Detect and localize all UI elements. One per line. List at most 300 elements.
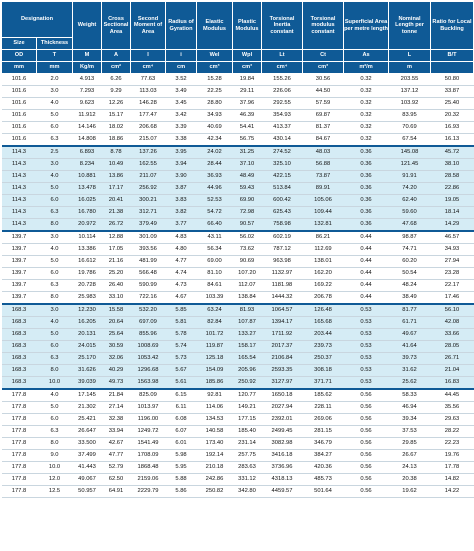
unit-cell: cm⁴: [262, 62, 303, 74]
table-cell: 77.63: [131, 74, 166, 86]
table-cell: 74.20: [389, 183, 431, 195]
table-cell: 139.7: [2, 231, 37, 244]
unit-cell: cm³: [233, 62, 262, 74]
table-cell: 16.83: [431, 377, 474, 390]
table-cell: 422.15: [262, 171, 303, 183]
table-cell: 20.38: [389, 474, 431, 486]
table-cell: 52.53: [197, 195, 233, 207]
symbol-cell: A: [102, 50, 131, 62]
table-cell: 90.57: [233, 219, 262, 232]
table-cell: 3.42: [166, 110, 197, 122]
table-cell: 9.0: [37, 450, 73, 462]
unit-cell: mm: [2, 62, 37, 74]
table-cell: 31.62: [389, 365, 431, 377]
table-cell: 139.7: [2, 244, 37, 256]
table-cell: 168.3: [2, 304, 37, 317]
table-row: [2, 256, 474, 268]
table-cell: 165.68: [303, 317, 344, 329]
table-cell: 56.10: [431, 304, 474, 317]
table-cell: 4.0: [37, 98, 73, 110]
table-cell: 5.0: [37, 402, 73, 414]
table-cell: 300.21: [131, 195, 166, 207]
symbol-cell: As: [344, 50, 389, 62]
symbol-cell: M: [73, 50, 102, 62]
table-cell: 6.3: [37, 353, 73, 365]
table-cell: 34.93: [431, 244, 474, 256]
table-cell: 1064.57: [262, 304, 303, 317]
table-cell: 331.12: [233, 474, 262, 486]
table-cell: 10.114: [73, 231, 102, 244]
table-cell: 168.3: [2, 377, 37, 390]
table-cell: 4.0: [37, 317, 73, 329]
table-cell: 52.79: [102, 462, 131, 474]
table-row: [2, 426, 474, 438]
table-cell: 481.99: [131, 256, 166, 268]
table-cell: 6.3: [37, 207, 73, 219]
table-cell: 103.92: [389, 98, 431, 110]
table-cell: 25.40: [431, 98, 474, 110]
table-cell: 29.11: [233, 86, 262, 98]
table-cell: 15.17: [102, 110, 131, 122]
table-cell: 28.05: [431, 341, 474, 353]
table-cell: 48.24: [389, 280, 431, 292]
table-cell: 256.92: [131, 183, 166, 195]
table-cell: 11.912: [73, 110, 102, 122]
torsional-inertia-header: Torsional Inertia constant: [262, 2, 303, 50]
table-cell: 162.20: [303, 268, 344, 280]
table-cell: 177.8: [2, 462, 37, 474]
table-cell: 3.39: [166, 122, 197, 134]
table-cell: 25.20: [102, 268, 131, 280]
table-cell: 354.93: [262, 110, 303, 122]
table-cell: 23.28: [431, 268, 474, 280]
table-cell: 5.0: [37, 256, 73, 268]
table-cell: 39.34: [389, 414, 431, 426]
table-cell: 137.26: [131, 146, 166, 159]
table-cell: 33.94: [102, 426, 131, 438]
table-cell: 6.893: [73, 146, 102, 159]
table-cell: 855.96: [131, 329, 166, 341]
table-cell: 8.0: [37, 219, 73, 232]
table-cell: 173.40: [197, 438, 233, 450]
table-cell: 697.09: [131, 317, 166, 329]
table-cell: 114.3: [2, 195, 37, 207]
table-cell: 0.32: [344, 86, 389, 98]
table-row: [2, 317, 474, 329]
table-cell: 228.11: [303, 402, 344, 414]
table-cell: 9.29: [102, 86, 131, 98]
table-row: [2, 98, 474, 110]
table-cell: 250.37: [303, 353, 344, 365]
table-row: [2, 402, 474, 414]
table-row: [2, 292, 474, 305]
table-cell: 20.131: [73, 329, 102, 341]
table-cell: 6.0: [37, 341, 73, 353]
table-cell: 0.56: [344, 462, 389, 474]
table-cell: 35.56: [431, 402, 474, 414]
table-cell: 6.0: [37, 414, 73, 426]
symbol-cell: L: [389, 50, 431, 62]
table-cell: 1394.17: [262, 317, 303, 329]
table-cell: 50.80: [431, 74, 474, 86]
table-cell: 19.84: [233, 74, 262, 86]
table-cell: 413.37: [262, 122, 303, 134]
unit-cell: cm⁴: [131, 62, 166, 74]
table-cell: 28.80: [197, 98, 233, 110]
table-cell: 10.49: [102, 159, 131, 171]
table-cell: 21.16: [102, 256, 131, 268]
table-cell: 5.86: [166, 486, 197, 498]
table-cell: 10.0: [37, 377, 73, 390]
table-cell: 30.59: [102, 341, 131, 353]
table-cell: 2499.45: [262, 426, 303, 438]
table-cell: 5.0: [37, 110, 73, 122]
table-cell: 17.17: [102, 183, 131, 195]
table-cell: 74.71: [389, 244, 431, 256]
symbol-cell: Ct: [303, 50, 344, 62]
table-row: [2, 244, 474, 256]
table-cell: 22.86: [431, 183, 474, 195]
table-cell: 5.74: [166, 341, 197, 353]
table-cell: 3.0: [37, 231, 73, 244]
table-cell: 18.02: [102, 122, 131, 134]
table-cell: 16.780: [73, 207, 102, 219]
table-cell: 26.67: [389, 450, 431, 462]
table-cell: 18.86: [102, 134, 131, 147]
table-cell: 203.44: [303, 329, 344, 341]
table-row: [2, 231, 474, 244]
table-cell: 0.56: [344, 402, 389, 414]
table-cell: 155.26: [262, 74, 303, 86]
table-cell: 20.41: [102, 195, 131, 207]
table-cell: 25.62: [389, 377, 431, 390]
table-cell: 231.14: [233, 438, 262, 450]
table-cell: 16.93: [431, 122, 474, 134]
table-cell: 6.15: [166, 389, 197, 402]
table-cell: 0.56: [344, 450, 389, 462]
table-cell: 283.63: [233, 462, 262, 474]
table-cell: 42.08: [431, 317, 474, 329]
table-cell: 107.20: [233, 268, 262, 280]
table-row: [2, 171, 474, 183]
table-cell: 19.786: [73, 268, 102, 280]
table-cell: 242.86: [197, 474, 233, 486]
table-cell: 2.5: [37, 146, 73, 159]
unit-cell: cm³: [197, 62, 233, 74]
symbol-cell: B/T: [431, 50, 474, 62]
table-cell: 12.0: [37, 474, 73, 486]
table-cell: 44.96: [197, 183, 233, 195]
table-cell: 139.7: [2, 256, 37, 268]
table-cell: 1541.49: [131, 438, 166, 450]
table-cell: 114.3: [2, 219, 37, 232]
table-cell: 42.34: [197, 134, 233, 147]
table-cell: 36.93: [197, 171, 233, 183]
table-cell: 185.62: [303, 389, 344, 402]
table-row: [2, 304, 474, 317]
table-cell: 27.14: [102, 402, 131, 414]
table-cell: 15.28: [197, 74, 233, 86]
table-cell: 114.3: [2, 146, 37, 159]
table-cell: 513.84: [262, 183, 303, 195]
table-cell: 81.37: [303, 122, 344, 134]
elastic-modulus-header: Elastic Modulus: [197, 2, 233, 50]
table-cell: 4.0: [37, 244, 73, 256]
table-row: [2, 462, 474, 474]
table-cell: 19.05: [431, 195, 474, 207]
table-cell: 16.612: [73, 256, 102, 268]
table-cell: 16.025: [73, 195, 102, 207]
table-cell: 145.08: [389, 146, 431, 159]
symbol-cell: T: [37, 50, 73, 62]
table-row: [2, 122, 474, 134]
symbol-cell: Wpl: [233, 50, 262, 62]
table-cell: 26.647: [73, 426, 102, 438]
table-cell: 26.71: [431, 353, 474, 365]
table-row: [2, 389, 474, 402]
table-cell: 56.88: [303, 159, 344, 171]
table-cell: 133.27: [233, 329, 262, 341]
radius-gyration-header: Radius of Gyration: [166, 2, 197, 50]
table-cell: 250.82: [197, 486, 233, 498]
table-cell: 31.25: [233, 146, 262, 159]
table-cell: 1563.98: [131, 377, 166, 390]
table-cell: 4.0: [37, 171, 73, 183]
table-cell: 2106.84: [262, 353, 303, 365]
table-cell: 0.32: [344, 110, 389, 122]
table-cell: 0.44: [344, 280, 389, 292]
table-cell: 8.0: [37, 292, 73, 305]
table-row: [2, 146, 474, 159]
unit-cell: cm²: [102, 62, 131, 74]
thickness-header: Thickness: [37, 38, 73, 50]
table-cell: 250.92: [233, 377, 262, 390]
table-cell: 5.88: [166, 474, 197, 486]
table-cell: 16.205: [73, 317, 102, 329]
table-cell: 33.87: [431, 86, 474, 98]
table-cell: 90.69: [233, 256, 262, 268]
table-cell: 4459.57: [262, 486, 303, 498]
table-cell: 215.07: [131, 134, 166, 147]
table-cell: 9.623: [73, 98, 102, 110]
table-cell: 22.23: [431, 438, 474, 450]
table-cell: 3.82: [166, 207, 197, 219]
table-cell: 24.13: [389, 462, 431, 474]
table-cell: 12.88: [102, 231, 131, 244]
table-cell: 0.44: [344, 231, 389, 244]
table-cell: 4.83: [166, 231, 197, 244]
table-cell: 89.91: [303, 183, 344, 195]
table-cell: 20.32: [431, 110, 474, 122]
table-cell: 14.29: [431, 219, 474, 232]
table-cell: 0.36: [344, 207, 389, 219]
table-cell: 274.52: [262, 146, 303, 159]
table-row: [2, 268, 474, 280]
table-cell: 12.230: [73, 304, 102, 317]
table-cell: 114.3: [2, 183, 37, 195]
table-cell: 154.09: [197, 365, 233, 377]
torsional-modulus-header: Torsional modulus constant: [303, 2, 344, 50]
table-cell: 393.56: [131, 244, 166, 256]
table-cell: 3.87: [166, 183, 197, 195]
table-cell: 84.67: [303, 134, 344, 147]
table-cell: 590.99: [131, 280, 166, 292]
table-cell: 26.40: [102, 280, 131, 292]
table-cell: 2017.37: [262, 341, 303, 353]
table-cell: 57.59: [303, 98, 344, 110]
table-cell: 3.0: [37, 304, 73, 317]
table-cell: 103.39: [197, 292, 233, 305]
table-row: [2, 134, 474, 147]
table-cell: 37.96: [233, 98, 262, 110]
table-cell: 6.11: [166, 402, 197, 414]
table-cell: 0.44: [344, 256, 389, 268]
size-header: Size: [2, 38, 37, 50]
table-cell: 177.8: [2, 486, 37, 498]
unit-cell: mm: [37, 62, 73, 74]
table-cell: 5.0: [37, 183, 73, 195]
table-cell: 120.77: [233, 389, 262, 402]
table-cell: 14.22: [431, 486, 474, 498]
table-cell: 54.72: [197, 207, 233, 219]
table-cell: 8.234: [73, 159, 102, 171]
table-cell: 17.78: [431, 462, 474, 474]
table-cell: 146.28: [131, 98, 166, 110]
table-cell: 27.94: [431, 256, 474, 268]
table-cell: 81.77: [389, 304, 431, 317]
table-cell: 292.55: [262, 98, 303, 110]
table-cell: 33.10: [102, 292, 131, 305]
table-cell: 25.983: [73, 292, 102, 305]
table-cell: 32.38: [102, 414, 131, 426]
table-cell: 3416.18: [262, 450, 303, 462]
table-cell: 168.3: [2, 353, 37, 365]
table-cell: 379.49: [131, 219, 166, 232]
table-cell: 73.62: [233, 244, 262, 256]
table-row: [2, 486, 474, 498]
table-cell: 8.78: [102, 146, 131, 159]
table-cell: 81.93: [233, 304, 262, 317]
table-cell: 5.0: [37, 329, 73, 341]
table-cell: 15.58: [102, 304, 131, 317]
table-cell: 625.43: [262, 207, 303, 219]
table-cell: 70.69: [389, 122, 431, 134]
table-cell: 3.90: [166, 171, 197, 183]
table-cell: 39.73: [389, 353, 431, 365]
table-cell: 33.66: [431, 329, 474, 341]
table-cell: 25.170: [73, 353, 102, 365]
table-cell: 47.68: [389, 219, 431, 232]
table-cell: 177.8: [2, 389, 37, 402]
table-cell: 101.6: [2, 122, 37, 134]
table-cell: 205.96: [233, 365, 262, 377]
table-cell: 5.81: [166, 317, 197, 329]
table-cell: 281.15: [303, 426, 344, 438]
table-cell: 21.38: [102, 207, 131, 219]
unit-cell: Kg/m: [73, 62, 102, 74]
table-cell: 73.87: [303, 171, 344, 183]
table-cell: 177.8: [2, 450, 37, 462]
table-cell: 206.78: [303, 292, 344, 305]
table-cell: 8.0: [37, 438, 73, 450]
table-cell: 48.49: [233, 171, 262, 183]
table-cell: 211.07: [131, 171, 166, 183]
cross-sectional-area-header: Cross Sectional Area: [102, 2, 131, 50]
table-cell: 56.34: [197, 244, 233, 256]
table-cell: 37.53: [389, 426, 431, 438]
table-row: [2, 341, 474, 353]
table-cell: 2027.94: [262, 402, 303, 414]
table-cell: 1868.48: [131, 462, 166, 474]
symbol-cell: Lt: [262, 50, 303, 62]
table-row: [2, 353, 474, 365]
table-cell: 10.0: [37, 462, 73, 474]
table-cell: 3127.97: [262, 377, 303, 390]
table-cell: 22.17: [431, 280, 474, 292]
table-cell: 17.05: [102, 244, 131, 256]
table-cell: 0.53: [344, 341, 389, 353]
weight-header: Weight: [73, 2, 102, 50]
table-cell: 62.50: [102, 474, 131, 486]
table-cell: 32.06: [102, 353, 131, 365]
table-cell: 4.74: [166, 268, 197, 280]
table-cell: 12.26: [102, 98, 131, 110]
table-cell: 140.58: [197, 426, 233, 438]
table-cell: 1249.72: [131, 426, 166, 438]
table-cell: 532.20: [131, 304, 166, 317]
table-cell: 38.49: [389, 292, 431, 305]
table-cell: 139.7: [2, 268, 37, 280]
table-row: [2, 474, 474, 486]
table-cell: 105.06: [303, 195, 344, 207]
table-cell: 0.36: [344, 146, 389, 159]
table-cell: 31.626: [73, 365, 102, 377]
table-cell: 62.40: [389, 195, 431, 207]
table-row: [2, 159, 474, 171]
table-cell: 33.500: [73, 438, 102, 450]
table-cell: 98.87: [389, 231, 431, 244]
table-cell: 16.13: [431, 134, 474, 147]
table-cell: 1013.97: [131, 402, 166, 414]
table-cell: 41.443: [73, 462, 102, 474]
table-cell: 1711.92: [262, 329, 303, 341]
table-cell: 40.29: [102, 365, 131, 377]
table-cell: 67.54: [389, 134, 431, 147]
table-cell: 203.55: [389, 74, 431, 86]
table-row: [2, 365, 474, 377]
table-cell: 0.36: [344, 219, 389, 232]
table-cell: 4.80: [166, 244, 197, 256]
table-cell: 19.76: [431, 450, 474, 462]
table-cell: 114.3: [2, 159, 37, 171]
table-cell: 0.53: [344, 317, 389, 329]
table-cell: 0.56: [344, 426, 389, 438]
table-cell: 5.67: [166, 365, 197, 377]
table-cell: 24.02: [197, 146, 233, 159]
table-cell: 49.73: [102, 377, 131, 390]
table-cell: 125.18: [197, 353, 233, 365]
table-row: [2, 86, 474, 98]
table-cell: 22.25: [197, 86, 233, 98]
table-cell: 60.20: [389, 256, 431, 268]
table-cell: 44.50: [303, 86, 344, 98]
table-row: [2, 438, 474, 450]
section-properties-table: [1, 1, 474, 498]
table-cell: 113.03: [131, 86, 166, 98]
table-cell: 346.79: [303, 438, 344, 450]
table-cell: 26.72: [102, 219, 131, 232]
table-cell: 239.73: [303, 341, 344, 353]
